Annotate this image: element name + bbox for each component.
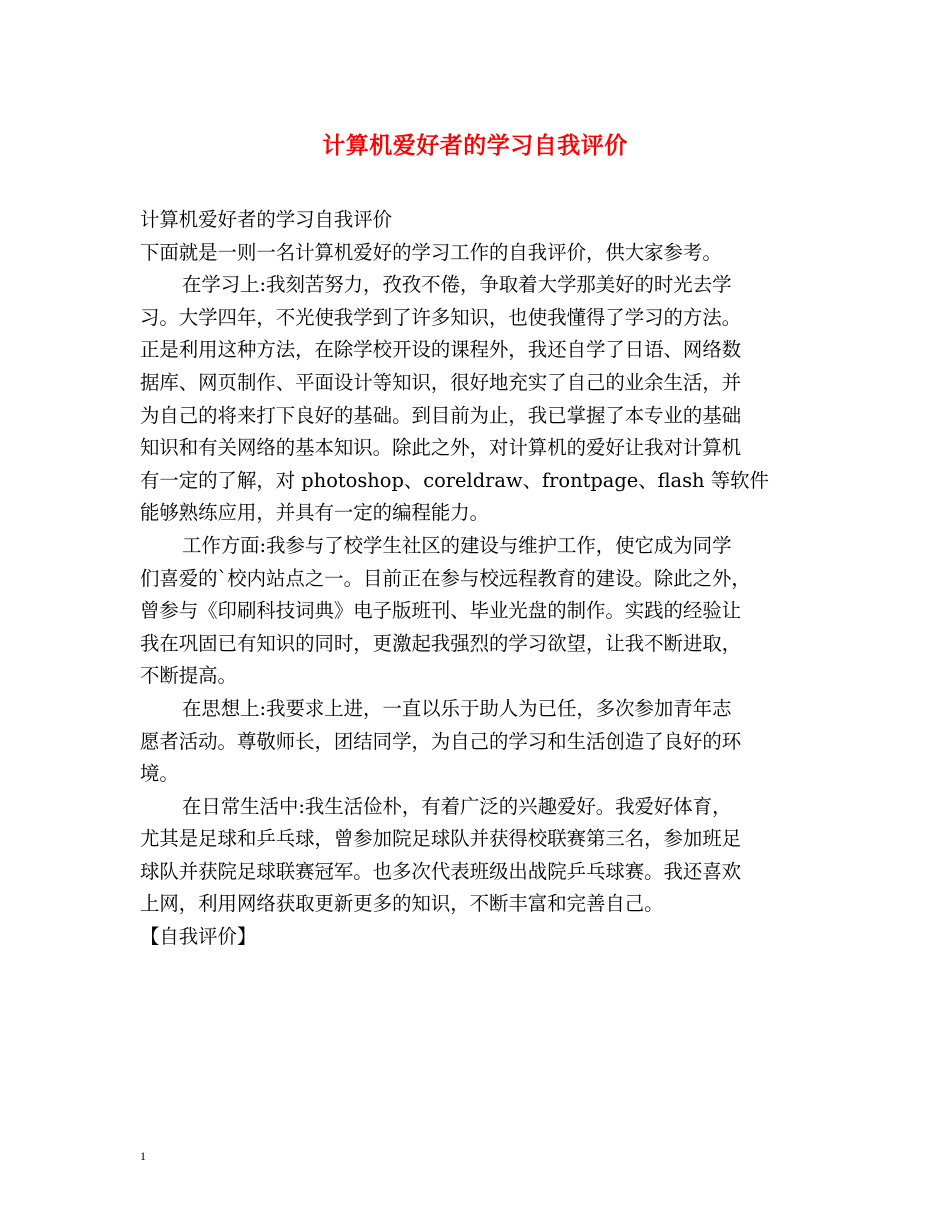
body-line: 正是利用这种方法，在除学校开设的课程外，我还自学了日语、网络数 [140, 338, 742, 362]
body-line: 我在巩固已有知识的同时，更激起我强烈的学习欲望，让我不断进取， [140, 631, 742, 655]
body-line: 上网，利用网络获取更新更多的知识，不断丰富和完善自己。 [140, 892, 664, 916]
body-line: 据库、网页制作、平面设计等知识，很好地充实了自己的业余生活，并 [140, 370, 742, 394]
body-line-subtitle: 计算机爱好者的学习自我评价 [140, 208, 393, 231]
body-line: 尤其是足球和乒乓球，曾参加院足球队并获得校联赛第三名，参加班足 [140, 827, 742, 851]
body-line-intro: 下面就是一则一名计算机爱好的学习工作的自我评价，供大家参考。 [140, 240, 722, 264]
section-heading-self-evaluation: 【自我评价】 [140, 925, 257, 949]
body-line: 知识和有关网络的基本知识。除此之外，对计算机的爱好让我对计算机 [140, 436, 742, 460]
body-line: 为自己的将来打下良好的基础。到目前为止，我已掌握了本专业的基础 [140, 403, 742, 427]
body-line: 球队并获院足球联赛冠军。也多次代表班级出战院乒乓球赛。我还喜欢 [140, 859, 742, 883]
body-line-paragraph-life-start: 在日常生活中:我生活俭朴，有着广泛的兴趣爱好。我爱好体育， [182, 794, 732, 818]
body-line-paragraph-thought-start: 在思想上:我要求上进，一直以乐于助人为已任，多次参加青年志 [182, 696, 732, 720]
body-line: 不断提高。 [140, 664, 237, 688]
document-title: 计算机爱好者的学习自我评价 [322, 133, 628, 159]
body-line: 们喜爱的`校内站点之一。目前正在参与校远程教育的建设。除此之外， [140, 566, 751, 590]
document-body [140, 204, 816, 954]
body-line: 境。 [140, 762, 179, 786]
body-line-paragraph-work-start: 工作方面:我参与了校学生社区的建设与维护工作，使它成为同学 [182, 533, 732, 557]
body-line: 曾参与《印刷科技词典》电子版班刊、毕业光盘的制作。实践的经验让 [140, 599, 742, 623]
page-number: 1 [140, 1149, 146, 1163]
body-line-paragraph-study-start: 在学习上:我刻苦努力，孜孜不倦，争取着大学那美好的时光去学 [182, 273, 732, 297]
body-line: 习。大学四年，不光使我学到了许多知识，也使我懂得了学习的方法。 [140, 305, 742, 329]
body-line: 能够熟练应用，并具有一定的编程能力。 [140, 501, 490, 525]
body-line: 有一定的了解，对 photoshop、coreldraw、frontpage、flash 等软件 [140, 468, 769, 492]
body-line: 愿者活动。尊敬师长，团结同学，为自己的学习和生活创造了良好的环 [140, 729, 742, 753]
